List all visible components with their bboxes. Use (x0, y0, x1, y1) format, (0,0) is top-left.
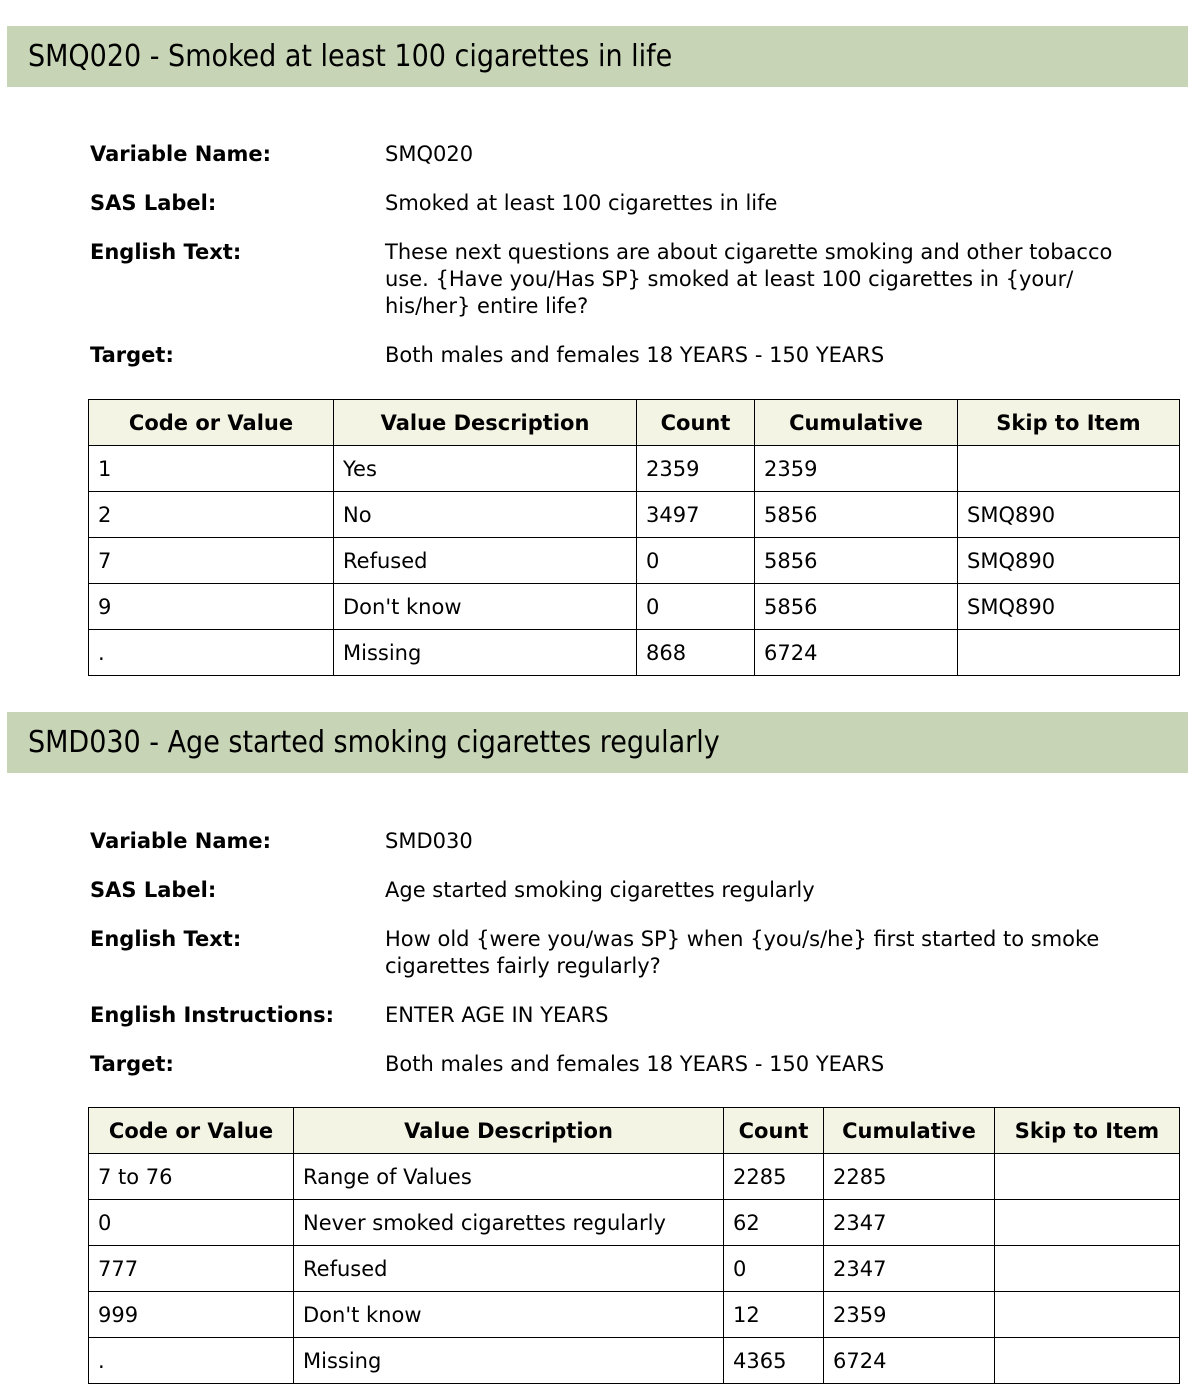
table-header-row (89, 1108, 1180, 1154)
variable-info-smd030 (90, 828, 1180, 1100)
section-header-smq020: SMQ020 - Smoked at least 100 cigarettes in life (7, 26, 1188, 87)
cell-description: Don't know (334, 584, 637, 630)
cell-cumulative: 6724 (755, 630, 958, 676)
cell-skip: SMQ890 (958, 538, 1180, 584)
cell-description: Missing (334, 630, 637, 676)
table-row (89, 538, 1180, 584)
table-row (89, 1200, 1180, 1246)
cell-count: 12 (724, 1292, 824, 1338)
column-header-cumulative: Cumulative (755, 400, 958, 446)
cell-count: 0 (724, 1246, 824, 1292)
cell-cumulative: 2285 (824, 1154, 995, 1200)
cell-code: 2 (89, 492, 334, 538)
table-row (89, 1292, 1180, 1338)
cell-cumulative: 5856 (755, 538, 958, 584)
cell-skip (958, 446, 1180, 492)
target-value: Both males and females 18 YEARS - 150 YEARS (385, 1052, 885, 1076)
cell-code: . (89, 1338, 294, 1384)
column-header-count: Count (724, 1108, 824, 1154)
sas-label-value: Smoked at least 100 cigarettes in life (385, 191, 778, 215)
cell-code: 7 to 76 (89, 1154, 294, 1200)
cell-cumulative: 2359 (824, 1292, 995, 1338)
english-text-label: English Text: (90, 240, 242, 264)
table-row (89, 446, 1180, 492)
cell-cumulative: 5856 (755, 492, 958, 538)
cell-description: Missing (294, 1338, 724, 1384)
cell-cumulative: 5856 (755, 584, 958, 630)
table-row (89, 584, 1180, 630)
column-header-description: Value Description (334, 400, 637, 446)
cell-count: 868 (637, 630, 755, 676)
english-text-row (90, 239, 1180, 320)
sas-label-value: Age started smoking cigarettes regularly (385, 878, 815, 902)
english-text-label: English Text: (90, 927, 242, 951)
cell-cumulative: 6724 (824, 1338, 995, 1384)
cell-skip (995, 1200, 1180, 1246)
column-header-code: Code or Value (89, 1108, 294, 1154)
column-header-count: Count (637, 400, 755, 446)
sas-label-row (90, 190, 1180, 217)
column-header-skip: Skip to Item (995, 1108, 1180, 1154)
cell-skip (958, 630, 1180, 676)
cell-description: Never smoked cigarettes regularly (294, 1200, 724, 1246)
variable-name-row (90, 141, 1180, 168)
english-text-value: How old {were you/was SP} when {you/s/he} first started to smoke cigarettes fairly regularly? (385, 927, 1100, 978)
cell-description: Yes (334, 446, 637, 492)
english-instructions-row (90, 1002, 1180, 1029)
table-row (89, 1338, 1180, 1384)
cell-count: 62 (724, 1200, 824, 1246)
cell-count: 2285 (724, 1154, 824, 1200)
cell-skip: SMQ890 (958, 584, 1180, 630)
cell-count: 0 (637, 538, 755, 584)
table-row (89, 1246, 1180, 1292)
cell-code: . (89, 630, 334, 676)
cell-count: 0 (637, 584, 755, 630)
sas-label-row (90, 877, 1180, 904)
cell-count: 4365 (724, 1338, 824, 1384)
target-label: Target: (90, 1052, 174, 1076)
variable-name-value: SMD030 (385, 829, 473, 853)
cell-description: Refused (294, 1246, 724, 1292)
table-header-row (89, 400, 1180, 446)
column-header-cumulative: Cumulative (824, 1108, 995, 1154)
cell-skip (995, 1154, 1180, 1200)
english-instructions-value: ENTER AGE IN YEARS (385, 1003, 609, 1027)
sas-label-label: SAS Label: (90, 191, 217, 215)
cell-code: 777 (89, 1246, 294, 1292)
cell-code: 7 (89, 538, 334, 584)
cell-description: Range of Values (294, 1154, 724, 1200)
cell-cumulative: 2359 (755, 446, 958, 492)
column-header-code: Code or Value (89, 400, 334, 446)
column-header-description: Value Description (294, 1108, 724, 1154)
variable-name-label: Variable Name: (90, 142, 272, 166)
english-instructions-label: English Instructions: (90, 1003, 335, 1027)
cell-skip (995, 1338, 1180, 1384)
cell-skip (995, 1246, 1180, 1292)
cell-cumulative: 2347 (824, 1200, 995, 1246)
section-header-smd030: SMD030 - Age started smoking cigarettes regularly (7, 712, 1188, 773)
cell-count: 3497 (637, 492, 755, 538)
variable-name-value: SMQ020 (385, 142, 474, 166)
english-text-row (90, 926, 1180, 980)
target-label: Target: (90, 343, 174, 367)
table-row (89, 630, 1180, 676)
cell-count: 2359 (637, 446, 755, 492)
cell-code: 9 (89, 584, 334, 630)
cell-description: Don't know (294, 1292, 724, 1338)
variable-name-row (90, 828, 1180, 855)
table-row (89, 492, 1180, 538)
target-row (90, 342, 1180, 369)
cell-cumulative: 2347 (824, 1246, 995, 1292)
variable-info-smq020 (90, 141, 1180, 391)
cell-description: No (334, 492, 637, 538)
target-value: Both males and females 18 YEARS - 150 YEARS (385, 343, 885, 367)
cell-code: 0 (89, 1200, 294, 1246)
cell-code: 999 (89, 1292, 294, 1338)
cell-description: Refused (334, 538, 637, 584)
cell-skip: SMQ890 (958, 492, 1180, 538)
cell-code: 1 (89, 446, 334, 492)
sas-label-label: SAS Label: (90, 878, 217, 902)
codebook-table-smq020 (88, 399, 1180, 676)
table-row (89, 1154, 1180, 1200)
target-row (90, 1051, 1180, 1078)
codebook-table-smd030 (88, 1107, 1180, 1384)
english-text-value: These next questions are about cigarette smoking and other tobacco use. {Have you/Has SP} smoked at least 100 cigarettes in {your/ his/her} entire life? (385, 240, 1113, 318)
cell-skip (995, 1292, 1180, 1338)
column-header-skip: Skip to Item (958, 400, 1180, 446)
variable-name-label: Variable Name: (90, 829, 272, 853)
